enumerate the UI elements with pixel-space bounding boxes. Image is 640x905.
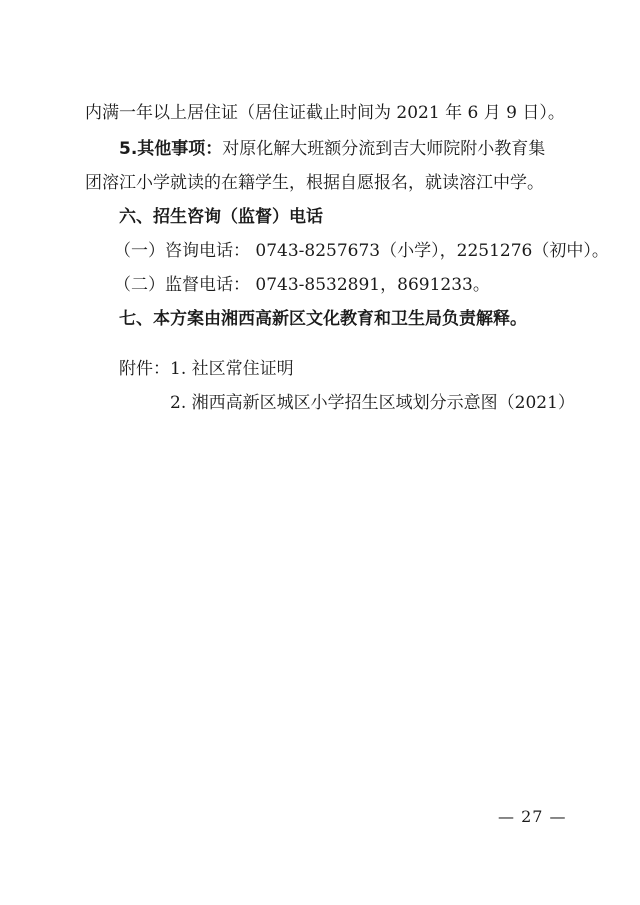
supervise-phone-line: （二）监督电话： 0743-8532891，8691233。 [114, 275, 490, 295]
other-matters-label: 5.其他事项： [119, 139, 223, 159]
page-number: — 27 — [498, 807, 567, 826]
paragraph-residence-permit: 内满一年以上居住证（居住证截止时间为 2021 年 6 月 9 日）。 [85, 103, 565, 123]
other-matters-text-1: 对原化解大班额分流到吉大师院附小教育集 [222, 139, 546, 159]
section-7-heading: 七、本方案由湘西高新区文化教育和卫生局负责解释。 [119, 309, 527, 329]
attachment-item-1: 1. 社区常住证明 [170, 359, 294, 379]
attachment-item-2: 2. 湘西高新区城区小学招生区域划分示意图（2021） [170, 393, 575, 413]
attachment-label: 附件： [119, 359, 170, 379]
other-matters-text-2: 团溶江小学就读的在籍学生，根据自愿报名，就读溶江中学。 [85, 173, 544, 193]
consult-phone-line: （一）咨询电话： 0743-8257673（小学），2251276（初中）。 [114, 241, 609, 261]
attachment-line-1 [119, 358, 294, 380]
paragraph-other-matters [119, 138, 545, 160]
section-6-heading: 六、招生咨询（监督）电话 [119, 207, 323, 227]
